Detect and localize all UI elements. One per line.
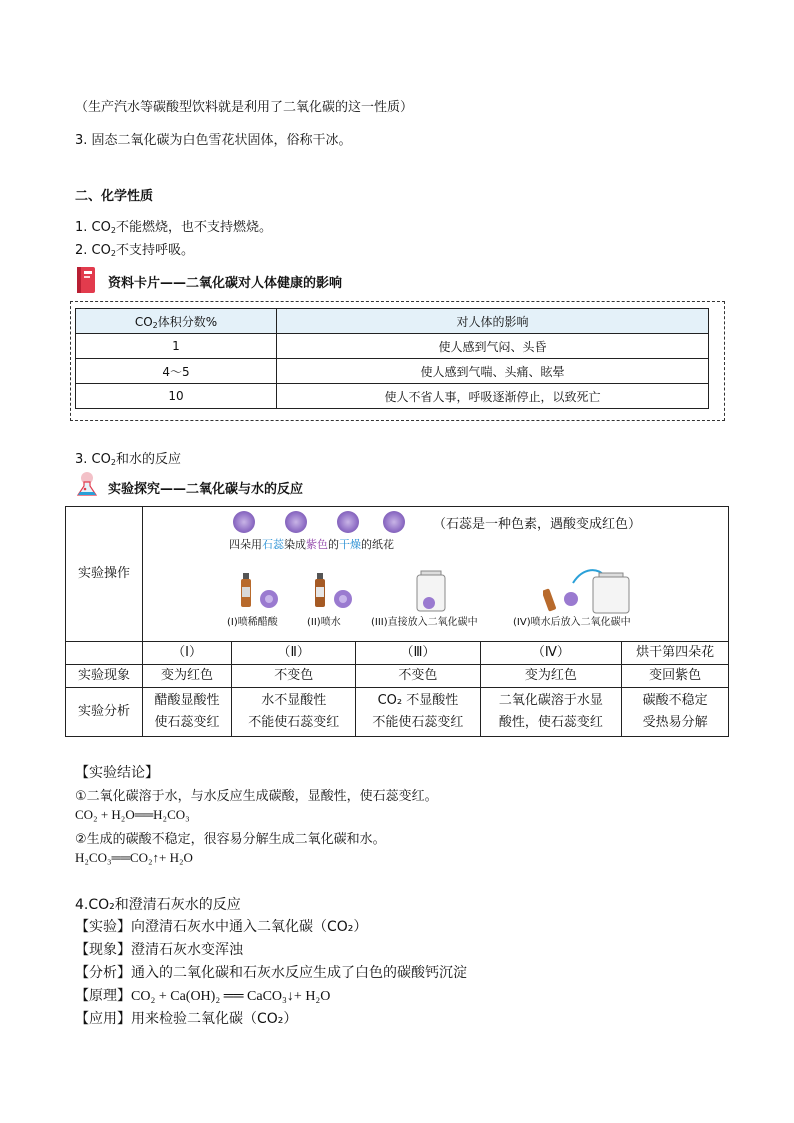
row-label-operation: 实验操作 (66, 507, 143, 642)
flowers-row (233, 511, 393, 535)
operation-illustration (143, 507, 729, 642)
equation-2: H₂CO₃══CO₂↑+ H₂O (75, 850, 193, 865)
litmus-note: （石蕊是一种色素，遇酸变成红色） (433, 517, 642, 532)
section-heading: 二、化学性质 (75, 189, 154, 204)
col-header-1: （Ⅰ） (143, 642, 232, 665)
limewater-application: 【应用】用来检验二氧化碳（CO₂） (75, 1011, 298, 1027)
flowers-caption: 四朵用石蕊染成紫色的干燥的纸花 (229, 538, 394, 551)
col-header-3: （Ⅲ） (356, 642, 480, 665)
experiment-title: 实验探究——二氧化碳与水的反应 (108, 482, 304, 497)
intro-line-1: （生产汽水等碳酸型饮料就是利用了二氧化碳的这一性质） (75, 100, 414, 115)
limewater-principle: 【原理】CO₂ + Ca(OH)₂ ══ CaCO₃↓+ H₂O (75, 988, 331, 1004)
conclusion-heading: 【实验结论】 (75, 765, 159, 781)
row-label-phenomenon: 实验现象 (66, 665, 143, 688)
limewater-analysis: 【分析】通入的二氧化碳和石灰水反应生成了白色的碳酸钙沉淀 (75, 965, 467, 981)
table-row: 1 使人感到气闷、头昏 (76, 334, 709, 359)
limewater-phenomenon: 【现象】澄清石灰水变浑浊 (75, 942, 243, 958)
intro-line-2: 3. 固态二氧化碳为白色雪花状固体，俗称干冰。 (75, 133, 352, 148)
flower-icon (233, 511, 255, 533)
subheading-co2-water: 3. $CO_2$和水的反应 (75, 452, 181, 467)
health-effect-table (75, 308, 709, 409)
notebook-icon (75, 266, 97, 294)
equation-1: CO₂ + H₂O══H₂CO₃ (75, 807, 190, 822)
step-4-caption: (IV)喷水后放入二氧化碳中 (513, 617, 631, 628)
col-header-2: （Ⅱ） (232, 642, 356, 665)
flower-icon (383, 511, 405, 533)
spray-and-jar-icon (543, 563, 643, 623)
flask-icon (75, 470, 99, 498)
step-3-caption: (III)直接放入二氧化碳中 (371, 617, 478, 628)
spray-bottle-icon (311, 571, 359, 619)
property-item-2: 2. $CO_2$不支持呼吸。 (75, 243, 194, 258)
property-item-1: 1. $CO_2$不能燃烧，也不支持燃烧。 (75, 220, 272, 235)
row-label-analysis: 实验分析 (66, 688, 143, 737)
step-2-caption: (II)喷水 (307, 617, 341, 628)
table-row: 10 使人不省人事，呼吸逐渐停止，以致死亡 (76, 384, 709, 409)
col-header-fraction: $CO_2$体积分数% (76, 309, 277, 334)
limewater-heading: 4.CO₂和澄清石灰水的反应 (75, 897, 241, 913)
spray-bottle-icon (237, 571, 285, 619)
table-row: 4～5 使人感到气喘、头痛、眩晕 (76, 359, 709, 384)
card-title: 资料卡片——二氧化碳对人体健康的影响 (108, 276, 343, 291)
conclusion-point-1: ①二氧化碳溶于水，与水反应生成碳酸，显酸性，使石蕊变红。 (75, 789, 438, 804)
conclusion-point-2: ②生成的碳酸不稳定，很容易分解生成二氧化碳和水。 (75, 832, 386, 847)
col-header-5: 烘干第四朵花 (622, 642, 729, 665)
col-header-effect: 对人体的影响 (277, 309, 709, 334)
experiment-table: 实验操作 （石蕊是一种色素，遇酸变成红色） 四朵用石蕊染成紫色的干燥的纸花 (I)喷稀醋酸 (II)喷水 (III)直接放入二氧化碳中 (IV)喷水后放入二氧化碳中 （Ⅰ） （Ⅱ） （Ⅲ） （Ⅳ） 烘干第四朵花 实验现象 变为红色 不变色 不变色 变为红色 变回紫色 实验分析 醋酸显酸性 使石蕊变红 水不显酸性 不能使石蕊变红 CO₂ 不显酸性 不能使石蕊变红 二氧化碳溶于水显 酸性，使石蕊变红 碳酸不稳定 受热易分解 (65, 506, 729, 737)
flower-icon (285, 511, 307, 533)
step-1-caption: (I)喷稀醋酸 (227, 617, 278, 628)
col-header-4: （Ⅳ） (480, 642, 622, 665)
flower-icon (337, 511, 359, 533)
limewater-experiment: 【实验】向澄清石灰水中通入二氧化碳（CO₂） (75, 919, 368, 935)
gas-jar-icon (411, 569, 451, 621)
